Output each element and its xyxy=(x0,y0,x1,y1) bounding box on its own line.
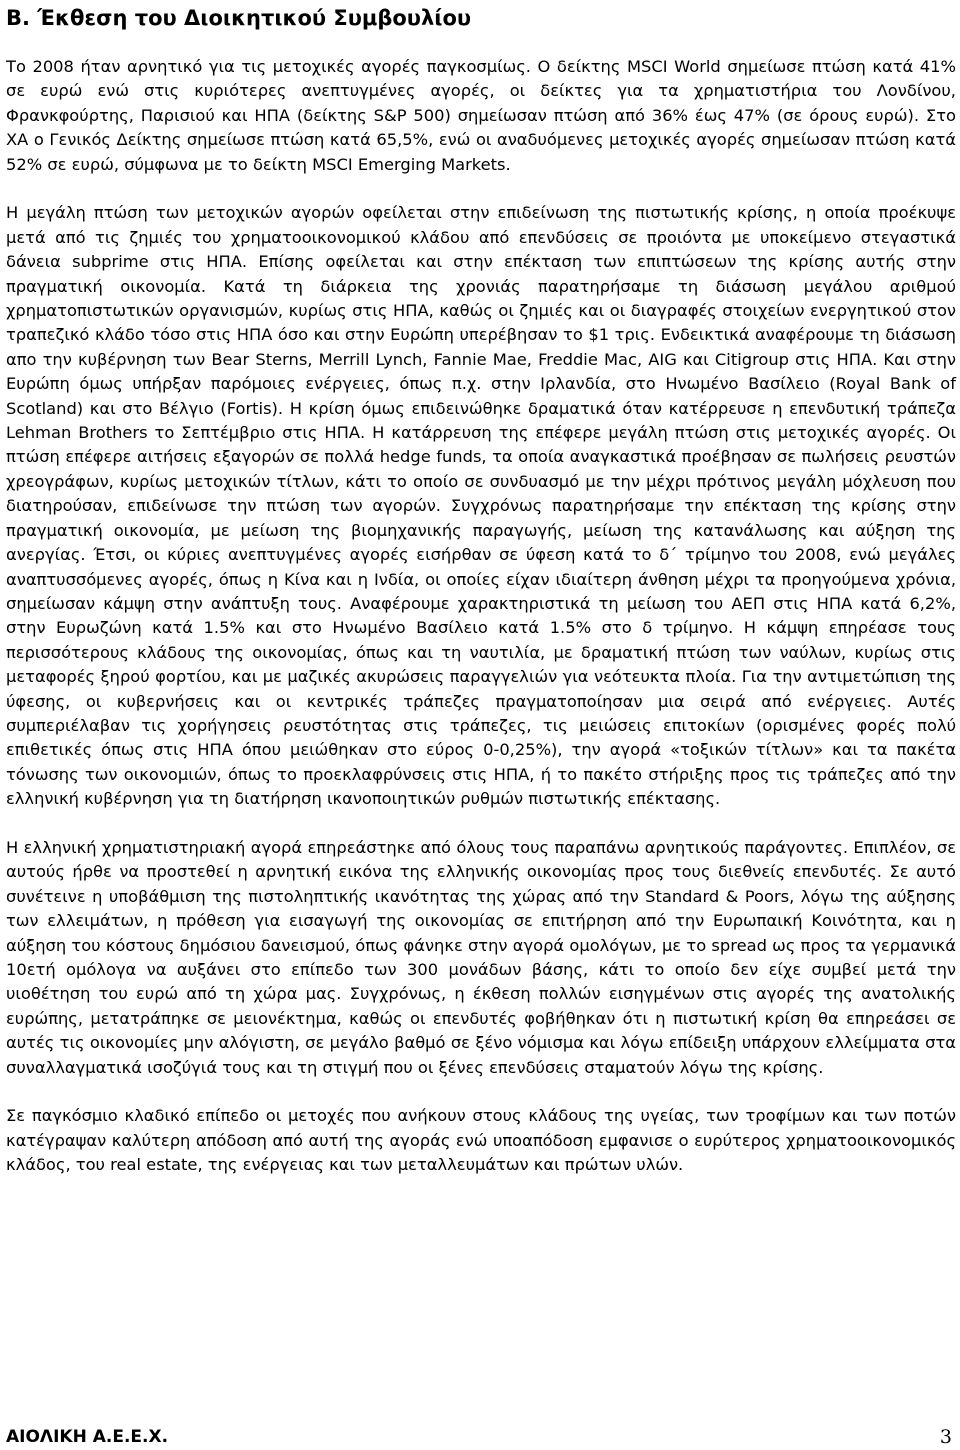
paragraph-sector-performance: Σε παγκόσμιο κλαδικό επίπεδο οι μετοχές που ανήκουν στους κλάδους της υγείας, των τροφίμων και των ποτών κατέγραψαν καλύτερη απόδοση από αυτή της αγοράς ενώ υποαπόδοση εμφανισε ο ευρύτερος χρηματοοικονομικός κλάδος, του real estate, της ενέργειας και των μεταλλευμάτων και πρώτων υλών. xyxy=(6,1106,956,1175)
paragraph-greek-market: Η ελληνική χρηματιστηριακή αγορά επηρεάστηκε από όλους τους παραπάνω αρνητικούς παράγοντες. Επιπλέον, σε αυτούς ήρθε να προστεθεί η αρνητική εικόνα της ελληνικής οικονομίας προς τους διεθνείς επενδυτές. Σε αυτό συνέτεινε η υποβάθμιση της πιστοληπτικής ικανότητας της χώρας από την Standard & Poors, λόγω της αύξησης των ελλειμάτων, η πρόθεση για εισαγωγή της οικονομίας σε επιτήρηση από την Ευρωπαική Κοινότητα, και η αύξηση του κόστους δημόσιου δανεισμού, όπως φάνηκε στην αγορά ομολόγων, με το spread ως προς τα γερμανικά 10ετή ομόλογα να αυξάνει στο επίπεδο των 300 μονάδων βάσης, κάτι το οποίο δεν είχε συμβεί μετά την υιοθέτηση του ευρώ από τη χώρα μας. Συγχρόνως, η έκθεση πολλών εισηγμένων στις αγορές της ανατολικής ευρώπης, μετατράπηκε σε μειονέκτημα, καθώς οι επενδυτές φοβήθηκαν ότι η πιστωτική κρίση θα επηρεάσει σε αυτές τις οικονομίες μην αλόγιστη, σε μεγάλο βαθμό σε ξένο νόμισμα και λόγω επίδειξη υπάρχουν ελλείμματα στα συναλλαγματικά ισοζύγιά τους και τη στιγμή που οι ξένες επενδύσεις σταματούν λόγω της κρίσης. xyxy=(6,837,956,1077)
paragraph-credit-crisis: Η μεγάλη πτώση των μετοχικών αγορών οφείλεται στην επιδείνωση της πιστωτικής κρίσης, η οποία προέκυψε μετά από τις ζημιές του χρηματοοικονομικού κλάδου από επενδύσεις σε προιόντα με υποκείμενο στεγαστικά δάνεια subprime στις ΗΠΑ. Επίσης οφείλεται και στην επέκταση των επιπτώσεων της κρίσης αυτής στην πραγματική οικονομία. Κατά τη διάρκεια της χρονιάς παρατηρήσαμε τη διάσωση μεγάλου αριθμού χρηματοπιστωτικών οργανισμών, κυρίως στις ΗΠΑ, καθώς οι ζημιές και οι διαγραφές στοιχείων ενεργητικού στον τραπεζικό κλάδο τόσο στις ΗΠΑ όσο και στην Ευρώπη υπερέβησαν το $1 τρις. Ενδεικτικά αναφέρουμε τη διάσωση απο την κυβέρνηση των Bear Sterns, Merrill Lynch, Fannie Mae, Freddie Mac, AIG και Citigroup στις ΗΠΑ. Και στην Ευρώπη όμως υπήρξαν παρόμοιες ενέργειες, όπως π.χ. στην Ιρλανδία, στο Ηνωμένο Βασίλειο (Royal Bank of Scotland) και στο Βέλγιο (Fortis). Η κρίση όμως επιδεινώθηκε δραματικά όταν κατέρρευσε η επενδυτική τράπεζα Lehman Brothers το Σεπτέμβριο στις ΗΠΑ. Η κατάρρευση της επέφερε μεγάλη πτώση στις μετοχικές αγορές. Οι πτώση επέφερε αιτήσεις εξαγορών σε πολλά hedge funds, τα οποία αναγκαστικά προέβησαν σε πωλήσεις ρευστών χρεογράφων, κυρίως μετοχικών τίτλων, κάτι το οποίο σε συνδυασμό με την μέχρι πρότινος μεγάλη μόχλευση που διατηρούσαν, επιδείνωσε την πτώση των αγορών. Συγχρόνως παρατηρήσαμε την επέκταση της κρίσης στην πραγματική οικονομία, με μείωση της βιομηχανικής παραγωγής, μείωση της κατανάλωσης και αύξηση της ανεργίας. Έτσι, οι κύριες ανεπτυγμένες αγορές εισήρθαν σε ύφεση κατά το δ΄ τρίμηνο του 2008, ενώ μεγάλες αναπτυσσόμενες αγορές, όπως η Κίνα και η Ινδία, οι οποίες είχαν ιδιαίτερη άνθηση μέχρι τα προηγούμενα χρόνια, σημείωσαν κάμψη στην ανάπτυξη τους. Αναφέρουμε χαρακτηριστικά τη μείωση του ΑΕΠ στις ΗΠΑ κατά 6,2%, στην Ευρωζώνη κατά 1.5% και στο Ηνωμένο Βασίλειο κατά 1.5% στο δ τρίμηνο. Η κάμψη επηρέασε τους περισσότερους κλάδους της οικονομίας, όπως και τη ναυτιλία, με δραματική πτώση των ναύλων, κυρίως στις μεταφορές ξηρού φορτίου, και με μαζικές ακυρώσεις παραγγελιών για νεότευκτα πλοία. Για την αντιμετώπιση της ύφεσης, οι κυβερνήσεις και οι κεντρικές τράπεζες πραγματοποίησαν μια σειρά από ενέργειες. Αυτές συμπεριέλαβαν τις χορήγησεις ρευστότητας στις τράπεζες, τις μειώσεις επιτοκίων (ορισμένες φορές πολύ επιθετικές όπως στις ΗΠΑ όπου μειώθηκαν στο εύρος 0-0,25%), την αγορά «τοξικών τίτλων» και τα πακέτα τόνωσης των οικονομιών, όπως το προεκλαφρύνσεις στις ΗΠΑ, ή το πακέτο στήριξης προς τις τράπεζες από την ελληνική κυβέρνηση για τη διατήρηση ικανοποιητικών ρυθμών πιστωτικής επέκτασης. xyxy=(6,203,956,809)
body-text xyxy=(6,55,956,1202)
paragraph-market-overview: Το 2008 ήταν αρνητικό για τις μετοχικές αγορές παγκοσμίως. Ο δείκτης MSCI World σημείωσε πτώση κατά 41% σε ευρώ ενώ στις κυριότερες ανεπτυγμένες αγορές, οι δείκτες για τα χρηματιστήρια του Λονδίνου, Φρανκφούρτης, Παρισιού και ΗΠΑ (δείκτης S&P 500) σημείωσαν πτώση από 36% έως 47% (σε όρους ευρώ). Στο ΧΑ ο Γενικός Δείκτης σημείωσε πτώση κατά 65,5%, ενώ οι αναδυόμενες μετοχικές αγορές σημείωσαν πτώση κατά 52% σε ευρώ, σύμφωνα με το δείκτη MSCI Emerging Markets. xyxy=(6,57,956,174)
footer-company-name: ΑΙΟΛΙΚΗ Α.Ε.Ε.Χ. xyxy=(6,1427,169,1447)
footer-page-number: 3 xyxy=(939,1426,952,1448)
section-title: Β. Έκθεση του Διοικητικού Συμβουλίου xyxy=(6,6,472,30)
